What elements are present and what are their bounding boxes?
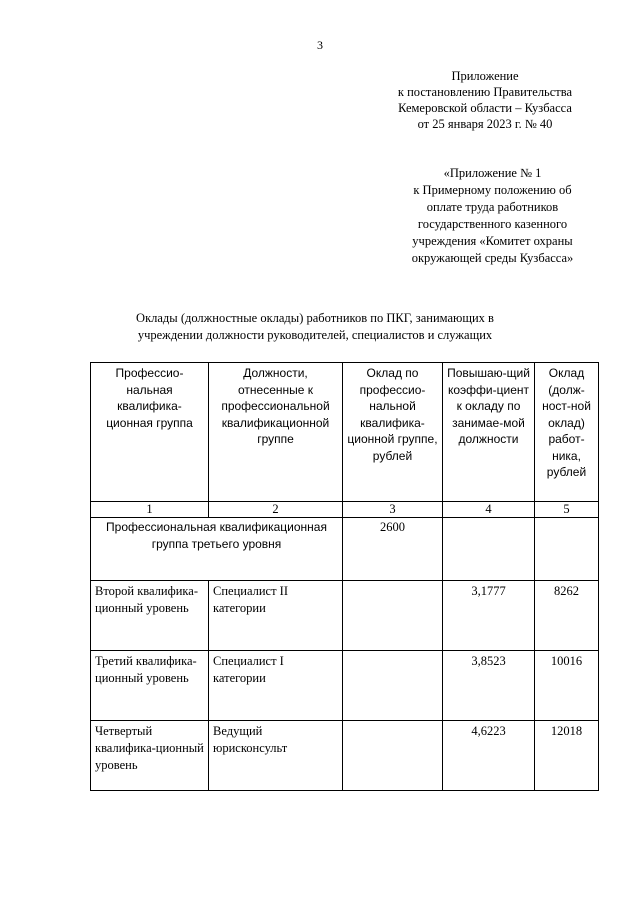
empty-cell [443, 518, 535, 581]
salary-table [90, 362, 599, 791]
header-cell: Повышаю-щий коэффи-циент к окладу по занимае-мой должности [443, 363, 535, 502]
table-row [91, 581, 599, 651]
document-title [95, 310, 535, 344]
appendix-1-line: к Примерному положению об [413, 183, 572, 197]
group-row [91, 518, 599, 581]
appendix-1-line: «Приложение № 1 [443, 166, 542, 180]
empty-cell [535, 518, 599, 581]
salary-cell: 10016 [535, 651, 599, 721]
column-number: 5 [535, 502, 599, 518]
appendix-block [360, 68, 610, 132]
column-number: 4 [443, 502, 535, 518]
level-cell: Четвертый квалифика-ционный уровень [91, 721, 209, 791]
empty-cell [343, 581, 443, 651]
header-cell: Должности, отнесенные к профессиональной квалификационной группе [209, 363, 343, 502]
empty-cell [343, 651, 443, 721]
position-cell: Специалист I категории [209, 651, 343, 721]
appendix-line: к постановлению Правительства [397, 85, 573, 99]
level-cell: Второй квалифика-ционный уровень [91, 581, 209, 651]
coef-cell: 4,6223 [443, 721, 535, 791]
appendix-1-block [380, 165, 605, 267]
appendix-line: Кемеровской области – Кузбасса [398, 101, 572, 115]
salary-cell: 12018 [535, 721, 599, 791]
title-line: Оклады (должностные оклады) работников по ПКГ, занимающих в [136, 311, 494, 325]
empty-cell [343, 721, 443, 791]
title-line: учреждении должности руководителей, специалистов и служащих [137, 328, 493, 342]
table-header-row [91, 363, 599, 502]
salary-cell: 8262 [535, 581, 599, 651]
header-cell: Оклад (долж-ност-ной оклад) работ-ника, рублей [535, 363, 599, 502]
appendix-1-line: окружающей среды Кузбасса» [411, 251, 574, 265]
group-name: Профессиональная квалификационная группа третьего уровня [91, 518, 343, 581]
group-salary: 2600 [343, 518, 443, 581]
position-cell: Специалист II категории [209, 581, 343, 651]
appendix-line: Приложение [451, 69, 519, 83]
column-number: 1 [91, 502, 209, 518]
page-number: 3 [317, 38, 323, 52]
table-row [91, 721, 599, 791]
level-cell: Третий квалифика-ционный уровень [91, 651, 209, 721]
column-number: 3 [343, 502, 443, 518]
coef-cell: 3,1777 [443, 581, 535, 651]
appendix-line: от 25 января 2023 г. № 40 [417, 117, 553, 131]
coef-cell: 3,8523 [443, 651, 535, 721]
appendix-1-line: оплате труда работников [426, 200, 559, 214]
position-cell: Ведущий юрисконсульт [209, 721, 343, 791]
appendix-1-line: государственного казенного [417, 217, 568, 231]
table-row [91, 651, 599, 721]
column-number: 2 [209, 502, 343, 518]
header-cell: Профессио-нальная квалифика-ционная группа [91, 363, 209, 502]
column-number-row [91, 502, 599, 518]
appendix-1-line: учреждения «Комитет охраны [412, 234, 573, 248]
header-cell: Оклад по профессио-нальной квалифика-ционной группе, рублей [343, 363, 443, 502]
